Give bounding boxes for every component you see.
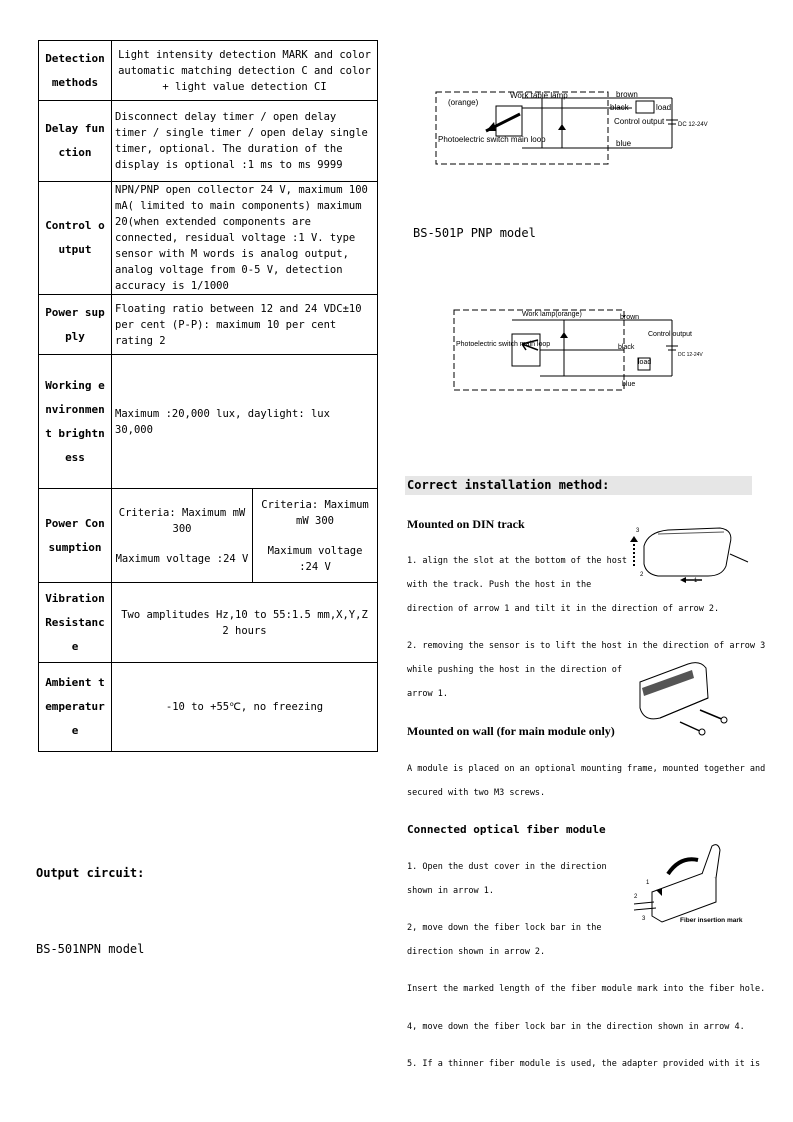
spec-row-control-output: [39, 182, 378, 295]
npn-blue-label: blue: [616, 139, 632, 148]
row-value: Floating ratio between 12 and 24 VDC±10 per cent (P-P): maximum 10 per cent rating 2: [112, 295, 378, 355]
din-step1-line2: with the track. Push the host in the: [407, 580, 592, 590]
npn-brown-label: brown: [616, 90, 638, 99]
fiber-step4: 4, move down the fiber lock bar in the direction shown in arrow 4.: [407, 1022, 745, 1032]
spec-table: [38, 40, 378, 752]
pnp-brown-label: brown: [620, 314, 640, 321]
din-mount-illustration: [624, 524, 750, 584]
npn-load-label: load: [656, 103, 672, 112]
npn-model-label: BS-501NPN model: [36, 942, 145, 956]
tilt-arrowhead: [630, 536, 638, 542]
wall-text-line2: secured with two M3 screws.: [407, 788, 546, 798]
spec-row-temperature: [39, 663, 378, 752]
consumption-col2-top: Criteria: Maximum mW 300: [261, 498, 369, 527]
fiber-step2-line1: 2, move down the fiber lock bar in the: [407, 923, 602, 933]
row-label: Control output: [39, 182, 112, 295]
row-value: -10 to +55℃, no freezing: [112, 663, 378, 752]
row-label: Power Consumption: [39, 489, 112, 583]
din-arrow-1: 1: [694, 578, 698, 584]
wall-mount-illustration: [630, 658, 730, 738]
light-arrowhead: [486, 122, 496, 131]
npn-orange-label: (orange): [448, 98, 479, 107]
pnp-lamp-label: Work lamp(orange): [522, 311, 582, 318]
row-value: Maximum :20,000 lux, daylight: lux 30,000: [112, 355, 378, 489]
row-label: Ambient temperature: [39, 663, 112, 752]
screw-head-1: [721, 717, 727, 723]
sensor-cable: [730, 554, 748, 562]
consumption-col1-top: Criteria: Maximum mW 300: [118, 506, 246, 535]
row-value: Two amplitudes Hz,10 to 55:1.5 mm,X,Y,Z 2 hours: [112, 583, 378, 663]
spec-row-delay: [39, 101, 378, 182]
pnp-dc-label: DC 12-24V: [678, 352, 703, 358]
fiber-arrow-3: 3: [642, 916, 646, 922]
row-label: Detection methods: [39, 41, 112, 101]
fiber-step3: Insert the marked length of the fiber module mark into the fiber hole.: [407, 984, 766, 994]
fiber-step2-line2: direction shown in arrow 2.: [407, 947, 546, 957]
pnp-blue-label: blue: [622, 381, 636, 388]
din-arrow-2: 2: [640, 572, 644, 578]
push-arrowhead: [680, 577, 686, 583]
screw-1: [700, 710, 724, 720]
pnp-model-label: BS-501P PNP model: [413, 226, 536, 240]
pnp-control-output-label: Control output: [648, 331, 692, 338]
spec-row-vibration: [39, 583, 378, 663]
pnp-load-label: load: [638, 359, 652, 366]
dust-cover: [702, 845, 720, 878]
din-step2-line2: while pushing the host in the direction of: [407, 665, 622, 675]
din-step2-line1: 2. removing the sensor is to lift the host in the direction of arrow 3: [407, 641, 766, 651]
din-arrow-3: 3: [636, 528, 640, 534]
pnp-photo-label: Photoelectric switch main loop: [456, 341, 551, 348]
npn-photo-label: Photoelectric switch main loop: [438, 135, 546, 144]
fiber-module-body: [652, 872, 716, 922]
npn-dc-label: DC 12-24V: [678, 122, 708, 128]
fiber-step5: 5. If a thinner fiber module is used, the adapter provided with it is: [407, 1059, 761, 1069]
row-label: Vibration Resistance: [39, 583, 112, 663]
pnp-black-label: black: [618, 344, 635, 351]
diode-symbol: [560, 332, 568, 338]
spec-row-power-consumption: [39, 489, 378, 583]
wall-heading: Mounted on wall (for main module only): [407, 724, 615, 738]
diode-symbol: [558, 124, 566, 130]
output-circuit-heading: Output circuit:: [36, 866, 145, 880]
din-step1-line1: 1. align the slot at the bottom of the host: [407, 556, 628, 566]
fiber-step1-line2: shown in arrow 1.: [407, 886, 494, 896]
spec-row-brightness: [39, 355, 378, 489]
consumption-col1: [112, 489, 253, 583]
row-value: Disconnect delay timer / open delay timer / single timer / open delay single timer, optional. The duration of the display is optional :1 ms to ms 9999: [112, 101, 378, 182]
pnp-circuit-diagram: [452, 304, 703, 392]
sensor-body: [644, 528, 731, 576]
load-box: [636, 101, 654, 113]
spec-row-power-supply: [39, 295, 378, 355]
din-heading: Mounted on DIN track: [407, 517, 525, 531]
npn-black-label: black: [610, 103, 629, 112]
npn-lamp-label: Work table lamp: [510, 91, 568, 100]
fiber-mark-label: Fiber insertion mark: [680, 917, 743, 924]
fiber-step1-line1: 1. Open the dust cover in the direction: [407, 862, 607, 872]
fiber-arrow-2: 2: [634, 894, 638, 900]
installation-heading: Correct installation method:: [405, 476, 752, 495]
din-step1-line3: direction of arrow 1 and tilt it in the direction of arrow 2.: [407, 604, 720, 614]
consumption-col1-bottom: Maximum voltage :24 V: [115, 552, 249, 565]
din-step2-line3: arrow 1.: [407, 689, 448, 699]
npn-control-output-label: Control output: [614, 117, 665, 126]
row-label: Delay function: [39, 101, 112, 182]
consumption-col2: [253, 489, 378, 583]
row-label: Working environment brightness: [39, 355, 112, 489]
row-label: Power supply: [39, 295, 112, 355]
consumption-col2-bottom: Maximum voltage :24 V: [267, 544, 363, 573]
fiber-arrow-1: 1: [646, 880, 650, 886]
wall-text-line1: A module is placed on an optional mounting frame, mounted together and: [407, 764, 766, 774]
npn-circuit-diagram: [432, 86, 708, 166]
row-value: NPN/PNP open collector 24 V, maximum 100 mA( limited to main components) maximum 20(when extended components are connected, residual voltage :1 V. type sensor with M words is analog output, analog voltage from 0-5 V, detection accuracy is 1/1000: [112, 182, 378, 295]
spec-row-detection: [39, 41, 378, 101]
fiber-heading: Connected optical fiber module: [407, 823, 606, 836]
row-value: Light intensity detection MARK and color automatic matching detection C and color + light value detection CI: [112, 41, 378, 101]
open-arrow: [668, 859, 698, 874]
screw-2: [680, 722, 702, 732]
fiber-module-illustration: [632, 842, 750, 926]
screw-head-2: [699, 729, 705, 735]
